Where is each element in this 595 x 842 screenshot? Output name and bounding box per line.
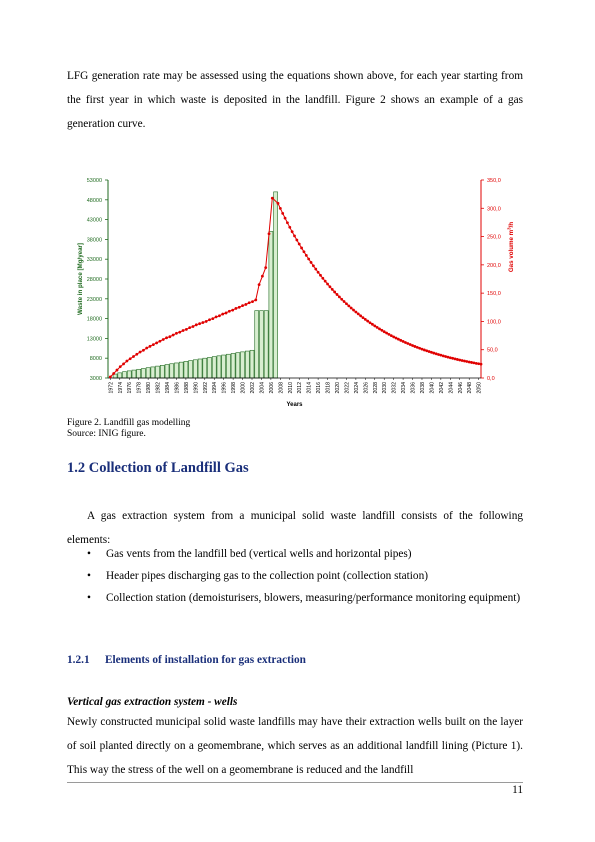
chart-bar bbox=[151, 367, 155, 378]
gas-volume-point bbox=[155, 342, 158, 345]
element-list bbox=[67, 543, 523, 609]
chart-bar bbox=[127, 371, 131, 378]
chart-bar bbox=[132, 370, 136, 378]
x-tick-label: 1972 bbox=[108, 382, 115, 394]
x-tick-label: 1984 bbox=[165, 382, 172, 394]
gas-volume-point bbox=[244, 303, 247, 306]
x-tick-label: 1988 bbox=[183, 382, 190, 394]
x-axis-label: Years bbox=[286, 402, 303, 408]
gas-volume-point bbox=[119, 365, 122, 368]
x-tick-label: 2050 bbox=[476, 382, 483, 394]
gas-volume-point bbox=[298, 243, 301, 246]
gas-volume-point bbox=[336, 293, 339, 296]
gas-volume-point bbox=[231, 309, 234, 312]
y-left-tick-label: 3000 bbox=[89, 376, 102, 382]
chart-bar bbox=[245, 351, 249, 378]
gas-volume-point bbox=[135, 353, 138, 356]
gas-volume-point bbox=[442, 354, 445, 357]
chart-bar bbox=[217, 356, 221, 378]
gas-volume-point bbox=[432, 352, 435, 355]
y-right-tick-label: 200,0 bbox=[487, 262, 501, 269]
gas-volume-point bbox=[388, 333, 391, 336]
x-tick-label: 1998 bbox=[231, 382, 238, 394]
x-tick-label: 1992 bbox=[202, 382, 209, 394]
x-tick-label: 2030 bbox=[382, 382, 389, 394]
gas-volume-point bbox=[343, 300, 346, 303]
chart-bar bbox=[203, 358, 207, 378]
gas-volume-point bbox=[300, 247, 303, 250]
x-tick-label: 2032 bbox=[391, 382, 398, 394]
x-tick-label: 2048 bbox=[467, 382, 474, 394]
gas-volume-point bbox=[139, 351, 142, 354]
gas-volume-point bbox=[205, 320, 208, 323]
x-tick-label: 2042 bbox=[438, 382, 445, 394]
x-tick-label: 2010 bbox=[287, 382, 294, 394]
footer-rule bbox=[67, 782, 523, 783]
gas-volume-point bbox=[454, 357, 457, 360]
gas-volume-point bbox=[362, 316, 365, 319]
x-tick-label: 2024 bbox=[353, 382, 360, 394]
gas-volume-point bbox=[221, 313, 224, 316]
x-tick-label: 2016 bbox=[316, 382, 323, 394]
gas-volume-point bbox=[185, 328, 188, 331]
gas-volume-point bbox=[463, 360, 466, 363]
gas-volume-point bbox=[435, 352, 438, 355]
gas-volume-point bbox=[475, 362, 478, 365]
x-tick-label: 2038 bbox=[419, 382, 426, 394]
bullet-icon: • bbox=[87, 570, 91, 582]
x-tick-label: 1978 bbox=[136, 382, 143, 394]
figure-caption: Figure 2. Landfill gas modelling bbox=[67, 418, 191, 428]
gas-volume-point bbox=[172, 334, 175, 337]
x-tick-label: 2006 bbox=[268, 382, 275, 394]
gas-volume-point bbox=[461, 359, 464, 362]
gas-volume-point bbox=[195, 323, 198, 326]
gas-volume-point bbox=[340, 298, 343, 301]
gas-volume-point bbox=[473, 362, 476, 365]
x-tick-label: 1996 bbox=[221, 382, 228, 394]
gas-volume-point bbox=[357, 313, 360, 316]
subsection-title bbox=[67, 654, 306, 666]
gas-volume-point bbox=[279, 207, 282, 210]
x-tick-label: 2028 bbox=[372, 382, 379, 394]
gas-volume-point bbox=[264, 266, 267, 269]
gas-volume-point bbox=[345, 302, 348, 305]
gas-volume-point bbox=[480, 363, 483, 366]
chart-bar bbox=[118, 373, 122, 378]
y-right-tick-label: 100,0 bbox=[487, 319, 501, 326]
subsection-label: Elements of installation for gas extraction bbox=[105, 654, 306, 666]
gas-volume-point bbox=[305, 254, 308, 257]
gas-volume-point bbox=[288, 226, 291, 229]
chart-bar bbox=[156, 366, 160, 378]
gas-volume-point bbox=[456, 358, 459, 361]
gas-volume-point bbox=[235, 307, 238, 310]
y-right-tick-label: 50,0 bbox=[487, 347, 498, 354]
gas-volume-point bbox=[251, 300, 254, 303]
x-tick-label: 2014 bbox=[306, 382, 313, 394]
gas-volume-point bbox=[215, 316, 218, 319]
gas-volume-point bbox=[268, 232, 271, 235]
chart-bar bbox=[198, 359, 202, 378]
gas-volume-point bbox=[329, 285, 332, 288]
y-right-tick-label: 250,0 bbox=[487, 234, 501, 241]
y-right-label-main: Gas volume m bbox=[508, 229, 515, 273]
gas-volume-point bbox=[254, 299, 257, 302]
chart-bar bbox=[274, 192, 278, 378]
gas-volume-point bbox=[116, 369, 119, 372]
gas-volume-point bbox=[129, 357, 132, 360]
chart-bar bbox=[170, 364, 174, 378]
gas-volume-point bbox=[188, 326, 191, 329]
gas-volume-point bbox=[241, 304, 244, 307]
x-tick-label: 2044 bbox=[448, 382, 455, 394]
x-tick-label: 2022 bbox=[344, 382, 351, 394]
gas-volume-point bbox=[228, 310, 231, 313]
gas-volume-point bbox=[122, 362, 125, 365]
gas-volume-point bbox=[182, 329, 185, 332]
gas-volume-point bbox=[470, 361, 473, 364]
gas-volume-point bbox=[373, 324, 376, 327]
chart-bar bbox=[184, 361, 188, 378]
y-right-tick-label: 0,0 bbox=[487, 376, 495, 382]
x-tick-label: 1974 bbox=[117, 382, 124, 394]
gas-volume-point bbox=[307, 258, 310, 261]
chart-bar bbox=[160, 365, 164, 378]
gas-volume-point bbox=[149, 345, 152, 348]
gas-volume-point bbox=[132, 355, 135, 358]
gas-volume-point bbox=[218, 314, 221, 317]
gas-volume-point bbox=[312, 264, 315, 267]
intro-paragraph: LFG generation rate may be assessed using the equations shown above, for each year starting from the first year in which waste is deposited in the landfill. Figure 2 shows an example of a gas generation curve. bbox=[67, 70, 523, 130]
y-left-tick-label: 8000 bbox=[89, 356, 102, 363]
y-right-label-sup: 3 bbox=[506, 227, 512, 230]
gas-volume-point bbox=[175, 332, 178, 335]
gas-volume-point bbox=[261, 275, 264, 278]
gas-volume-point bbox=[390, 334, 393, 337]
gas-volume-point bbox=[333, 291, 336, 294]
y-left-tick-label: 38000 bbox=[86, 237, 102, 244]
chart-bar bbox=[250, 350, 254, 378]
x-tick-label: 1982 bbox=[155, 382, 162, 394]
gas-volume-point bbox=[385, 332, 388, 335]
gas-volume-point bbox=[248, 301, 251, 304]
subhead: Vertical gas extraction system - wells bbox=[67, 696, 238, 708]
gas-volume-point bbox=[168, 335, 171, 338]
gas-volume-point bbox=[321, 277, 324, 280]
x-tick-label: 2020 bbox=[334, 382, 341, 394]
gas-volume-point bbox=[291, 230, 294, 233]
gas-volume-point bbox=[317, 271, 320, 274]
gas-volume-point bbox=[439, 354, 442, 357]
x-tick-label: 1990 bbox=[193, 382, 200, 394]
chart-bar bbox=[179, 362, 183, 378]
gas-volume-point bbox=[109, 375, 112, 378]
gas-volume-point bbox=[364, 318, 367, 321]
gas-volume-point bbox=[326, 283, 329, 286]
chart-bar bbox=[174, 363, 178, 378]
gas-volume-point bbox=[202, 321, 205, 324]
y-left-tick-label: 18000 bbox=[86, 316, 102, 323]
gas-volume-point bbox=[338, 295, 341, 298]
x-tick-label: 2004 bbox=[259, 382, 266, 394]
chart-bar bbox=[222, 355, 226, 378]
chart-bar bbox=[236, 353, 240, 378]
gas-volume-point bbox=[258, 283, 261, 286]
list-item: • Gas vents from the landfill bed (vertical wells and horizontal pipes) bbox=[67, 543, 523, 565]
y-left-tick-label: 13000 bbox=[86, 336, 102, 343]
gas-volume-point bbox=[303, 250, 306, 253]
gas-volume-point bbox=[352, 309, 355, 312]
chart-bar bbox=[241, 352, 245, 378]
x-tick-label: 2040 bbox=[429, 382, 436, 394]
x-tick-label: 1994 bbox=[212, 382, 219, 394]
section-title: 1.2 Collection of Landfill Gas bbox=[67, 460, 249, 476]
gas-volume-point bbox=[444, 355, 447, 358]
gas-volume-point bbox=[430, 351, 433, 354]
x-tick-label: 2000 bbox=[240, 382, 247, 394]
y-right-label-tail: /h bbox=[508, 221, 515, 228]
gas-volume-point bbox=[331, 288, 334, 291]
body-paragraph: Newly constructed municipal solid waste landfills may have their extraction wells built on the layer of soil planted directly on a geomembrane, which serves as an additional landfill lining (Picture 1). This way the stress of the well on a geomembrane is reduced and the landfill bbox=[67, 716, 523, 776]
chart-bar bbox=[165, 365, 169, 378]
section-intro: A gas extraction system from a municipal solid waste landfill consists of the following elements: bbox=[67, 510, 523, 546]
figure-source: Source: INIG figure. bbox=[67, 429, 146, 439]
gas-volume-point bbox=[192, 325, 195, 328]
chart-bar bbox=[137, 369, 141, 378]
gas-volume-point bbox=[125, 360, 128, 363]
chart-bar bbox=[123, 372, 127, 378]
x-tick-label: 1976 bbox=[127, 382, 134, 394]
gas-volume-point bbox=[178, 331, 181, 334]
page-number: 11 bbox=[512, 784, 523, 796]
gas-volume-point bbox=[271, 197, 274, 200]
gas-volume-point bbox=[451, 357, 454, 360]
gas-volume-point bbox=[284, 217, 287, 220]
gas-volume-point bbox=[208, 318, 211, 321]
x-tick-label: 1980 bbox=[146, 382, 153, 394]
y-left-tick-label: 23000 bbox=[86, 296, 102, 303]
chart-bar bbox=[259, 311, 263, 378]
gas-volume-point bbox=[383, 330, 386, 333]
y-left-tick-label: 28000 bbox=[86, 277, 102, 283]
gas-volume-point bbox=[380, 329, 383, 332]
gas-volume-point bbox=[359, 314, 362, 317]
x-tick-label: 1986 bbox=[174, 382, 181, 394]
gas-volume-point bbox=[347, 305, 350, 308]
gas-volume-point bbox=[286, 221, 289, 224]
gas-volume-point bbox=[165, 336, 168, 339]
bullet-icon: • bbox=[87, 592, 91, 604]
bullet-icon: • bbox=[87, 548, 91, 560]
gas-volume-point bbox=[145, 347, 148, 350]
gas-volume-point bbox=[198, 322, 201, 325]
chart-bar bbox=[208, 357, 212, 378]
list-item: • Collection station (demoisturisers, blowers, measuring/performance monitoring equipment) bbox=[67, 587, 523, 609]
gas-volume-point bbox=[310, 261, 313, 264]
gas-volume-point bbox=[324, 280, 327, 283]
y-left-tick-label: 43000 bbox=[86, 217, 102, 224]
gas-volume-point bbox=[295, 239, 298, 242]
gas-volume-point bbox=[369, 321, 372, 324]
x-tick-label: 2034 bbox=[401, 382, 408, 394]
gas-volume-point bbox=[281, 212, 284, 215]
chart-bar bbox=[141, 368, 145, 378]
x-tick-label: 2046 bbox=[457, 382, 464, 394]
chart-bar bbox=[193, 360, 197, 378]
x-tick-label: 2018 bbox=[325, 382, 332, 394]
gas-volume-point bbox=[378, 327, 381, 330]
gas-volume-point bbox=[314, 268, 317, 271]
chart-bar bbox=[226, 354, 230, 378]
gas-volume-point bbox=[371, 323, 374, 326]
gas-volume-point bbox=[293, 235, 296, 238]
x-tick-label: 2008 bbox=[278, 382, 285, 394]
gas-volume-point bbox=[350, 307, 353, 310]
gas-volume-point bbox=[319, 274, 322, 277]
chart-bar bbox=[146, 368, 150, 378]
chart-bar bbox=[269, 231, 273, 378]
chart-bar bbox=[212, 357, 216, 378]
subsection-number: 1.2.1 bbox=[67, 654, 90, 666]
gas-volume-point bbox=[437, 353, 440, 356]
y-right-tick-label: 300,0 bbox=[487, 206, 501, 213]
gas-volume-point bbox=[465, 360, 468, 363]
x-tick-label: 2012 bbox=[297, 382, 304, 394]
x-tick-label: 2002 bbox=[250, 382, 257, 394]
chart-bar bbox=[264, 311, 268, 378]
gas-volume-point bbox=[152, 343, 155, 346]
y-left-tick-label: 48000 bbox=[86, 197, 102, 204]
y-right-axis-label bbox=[507, 222, 516, 273]
x-tick-label: 2036 bbox=[410, 382, 417, 394]
gas-volume-point bbox=[112, 372, 115, 375]
y-left-axis-label: Waste in place [Mg/year] bbox=[77, 243, 84, 315]
gas-volume-point bbox=[142, 349, 145, 352]
chart-bar bbox=[231, 353, 235, 378]
gas-volume-point bbox=[447, 356, 450, 359]
gas-volume-point bbox=[366, 320, 369, 323]
y-left-tick-label: 53000 bbox=[86, 178, 102, 184]
gas-volume-point bbox=[162, 338, 165, 341]
gas-volume-point bbox=[458, 359, 461, 362]
gas-volume-point bbox=[225, 312, 228, 315]
y-left-tick-label: 33000 bbox=[86, 257, 102, 264]
y-right-tick-label: 350,0 bbox=[487, 178, 501, 184]
gas-volume-point bbox=[477, 362, 480, 365]
x-tick-label: 2026 bbox=[363, 382, 370, 394]
gas-volume-point bbox=[238, 306, 241, 309]
gas-volume-point bbox=[354, 311, 357, 314]
y-right-tick-label: 150,0 bbox=[487, 291, 501, 298]
chart-bar bbox=[189, 361, 193, 378]
gas-volume-point bbox=[159, 340, 162, 343]
gas-volume-point bbox=[277, 202, 280, 205]
chart-bar bbox=[255, 311, 259, 378]
gas-volume-point bbox=[468, 361, 471, 364]
gas-volume-point bbox=[376, 326, 379, 329]
gas-volume-point bbox=[211, 317, 214, 320]
gas-volume-point bbox=[449, 356, 452, 359]
list-item: • Header pipes discharging gas to the collection point (collection station) bbox=[67, 565, 523, 587]
